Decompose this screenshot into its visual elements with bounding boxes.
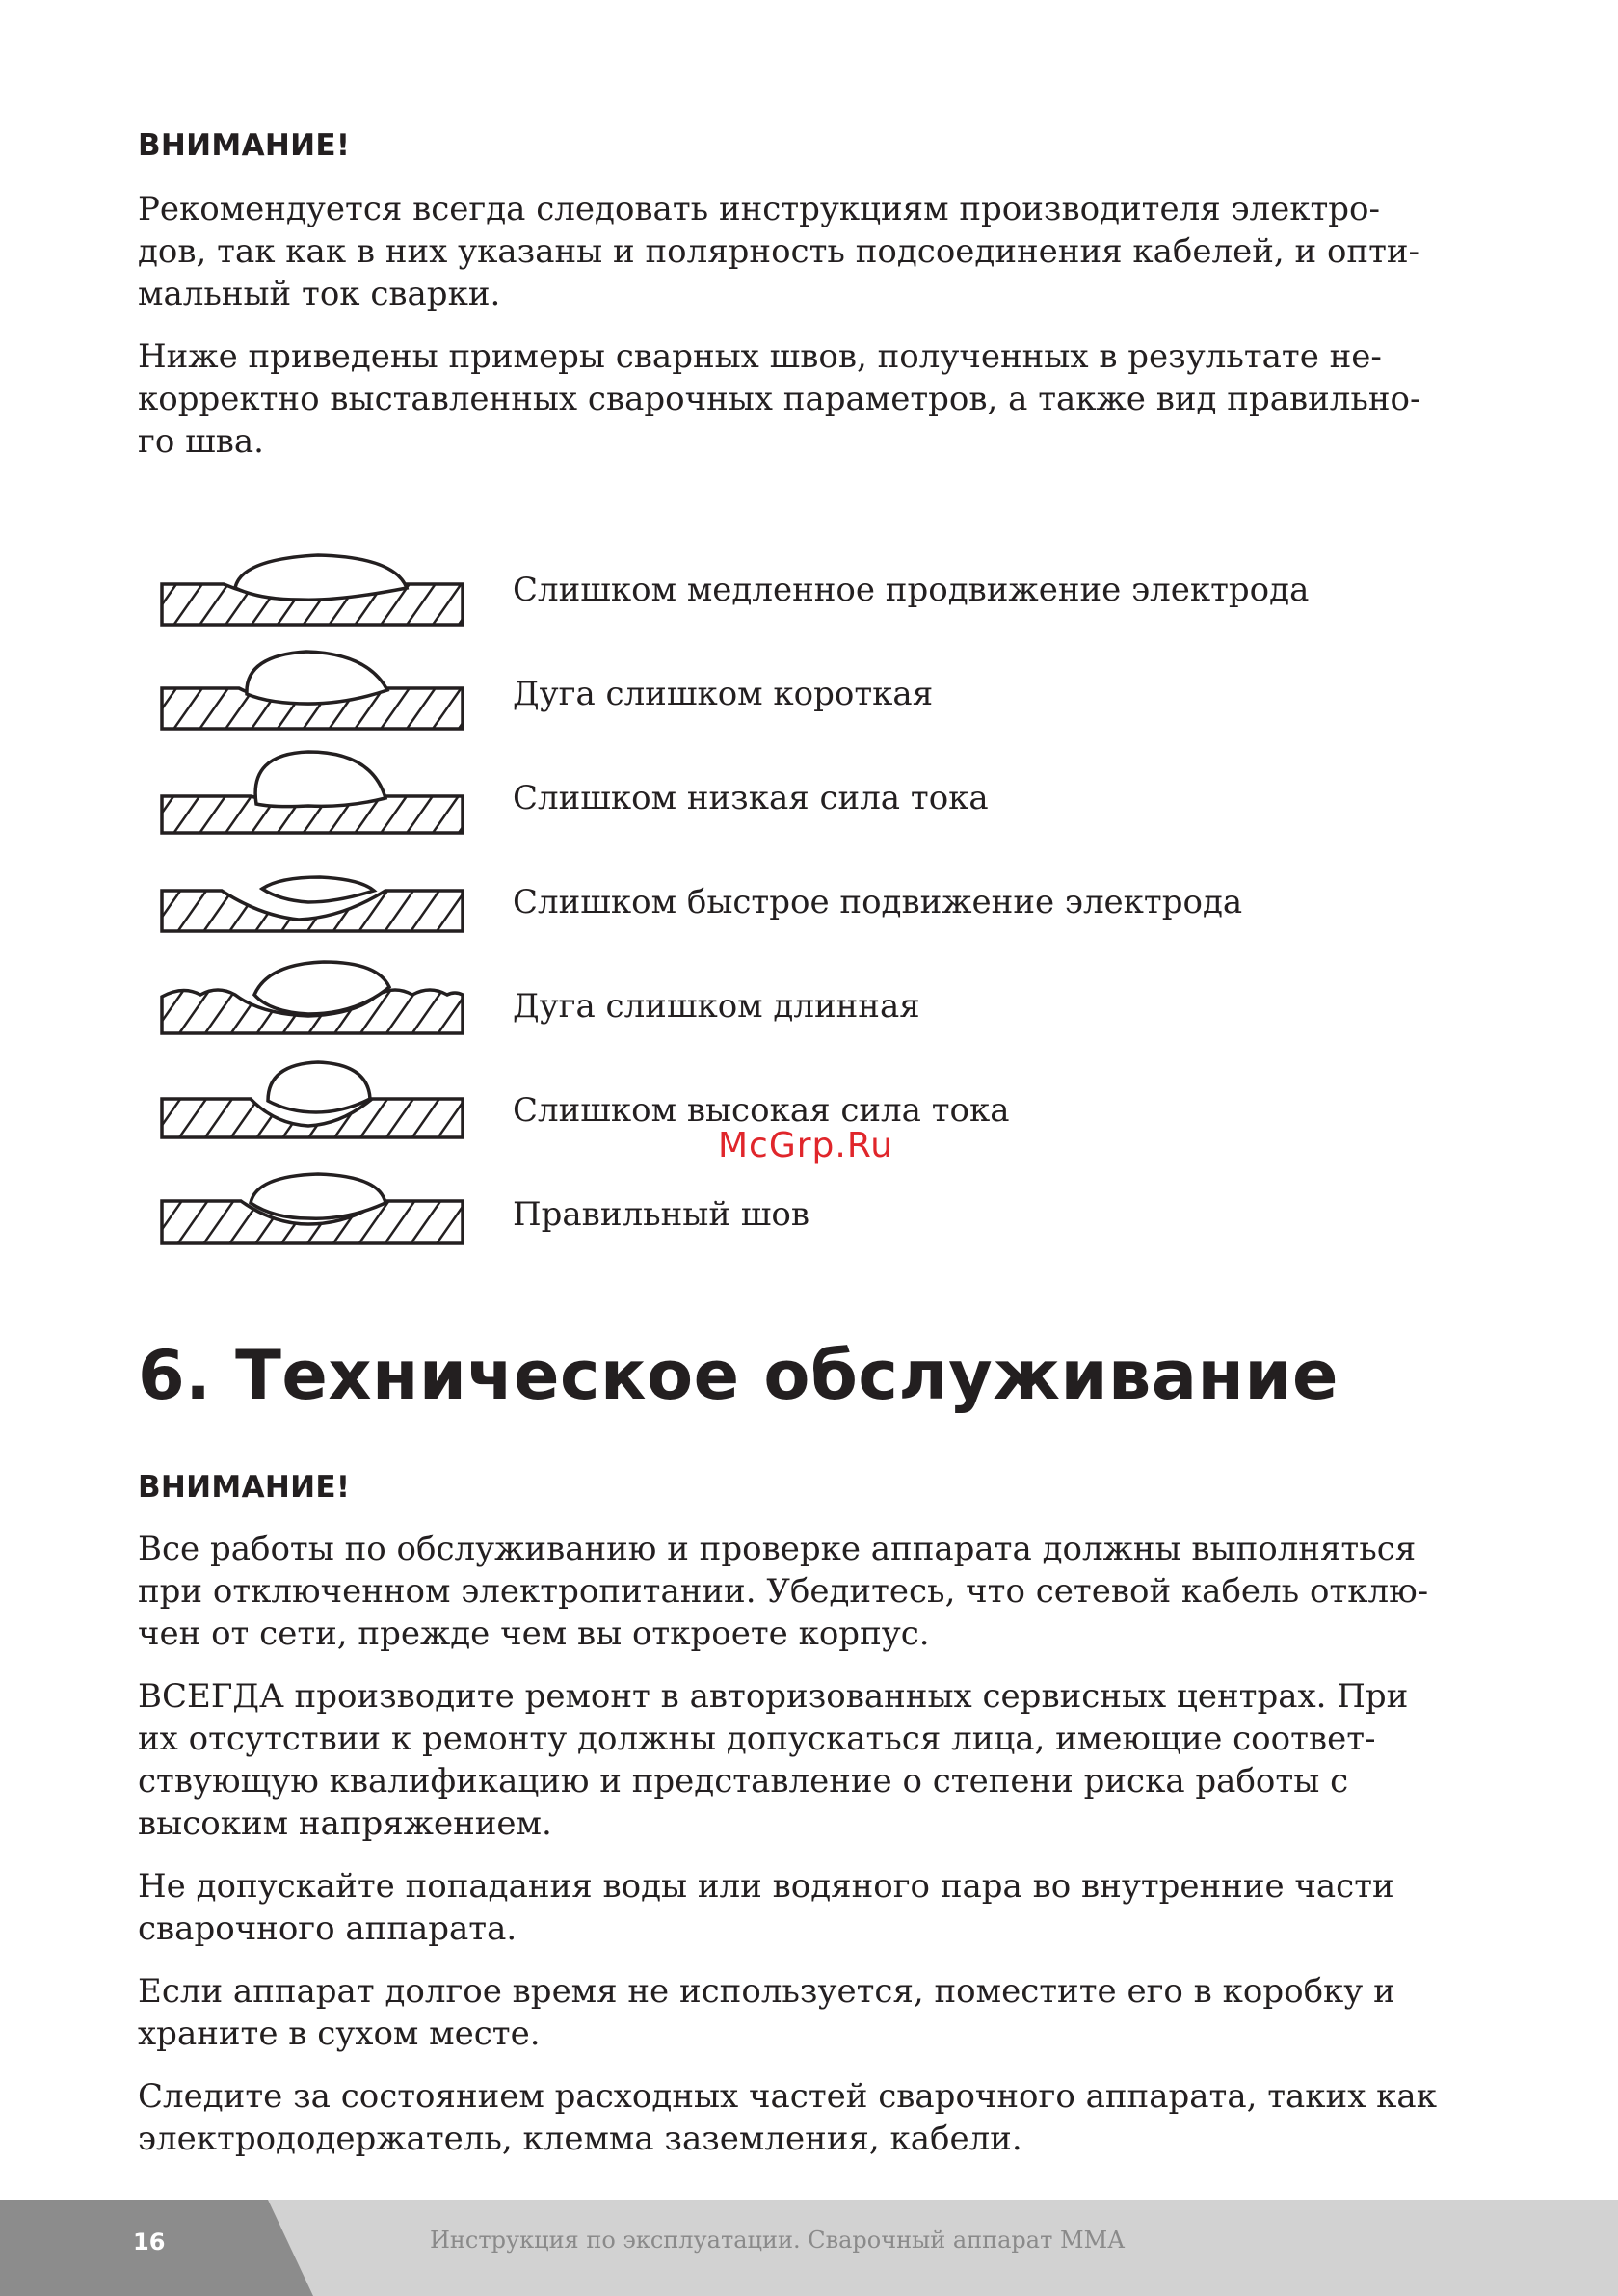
weld-example-row bbox=[154, 852, 1407, 939]
attention-heading: ВНИМАНИЕ! bbox=[138, 1470, 351, 1505]
section-title: 6. Техническое обслуживание bbox=[138, 1336, 1339, 1415]
examples-paragraph: Ниже приведены примеры сварных швов, полученных в результате не- корректно выставленных сварочных параметров, а также вид правильно- го шва. bbox=[138, 337, 1421, 461]
weld-example-row bbox=[154, 956, 1407, 1043]
weld-fast-icon bbox=[154, 852, 472, 939]
weld-example-row bbox=[154, 644, 1407, 731]
weld-slow-icon bbox=[154, 540, 472, 627]
weld-label: Слишком быстрое подвижение электрода bbox=[513, 883, 1243, 921]
weld-label: Слишком низкая сила тока bbox=[513, 779, 989, 817]
weld-example-row bbox=[154, 748, 1407, 835]
weld-label: Правильный шов bbox=[513, 1195, 810, 1234]
weld-label: Слишком медленное продвижение электрода bbox=[513, 571, 1310, 609]
weld-label: Слишком высокая сила тока bbox=[513, 1091, 1010, 1130]
weld-example-row bbox=[154, 540, 1407, 627]
footer-title: Инструкция по эксплуатации. Сварочный аппарат ММА bbox=[430, 2227, 1126, 2254]
weld-short-arc-icon bbox=[154, 644, 472, 731]
intro-paragraph: Рекомендуется всегда следовать инструкциям производителя электро- дов, так как в них указаны и полярность подсоединения кабелей, и опти- мальный ток сварки. bbox=[138, 190, 1420, 313]
maintenance-paragraph: Если аппарат долгое время не используется, поместите его в коробку и храните в сухом месте. bbox=[138, 1972, 1395, 2053]
page-footer bbox=[0, 2200, 1618, 2296]
weld-long-arc-icon bbox=[154, 956, 472, 1043]
weld-example-row bbox=[154, 1164, 1407, 1251]
maintenance-paragraph: Не допускайте попадания воды или водяного пара во внутренние части сварочного аппарата. bbox=[138, 1867, 1394, 1948]
maintenance-paragraph: Все работы по обслуживанию и проверке аппарата должны выполняться при отключенном электропитании. Убедитесь, что сетевой кабель отклю- чен от сети, прежде чем вы откроете корпус. bbox=[138, 1530, 1429, 1653]
weld-high-current-icon bbox=[154, 1060, 472, 1147]
watermark: McGrp.Ru bbox=[718, 1126, 894, 1165]
weld-low-current-icon bbox=[154, 748, 472, 835]
maintenance-paragraph: ВСЕГДА производите ремонт в авторизованных сервисных центрах. При их отсутствии к ремонту должны допускаться лица, имеющие соответ- ствующую квалификацию и представление о степени риска работы с высоким напряжением. bbox=[138, 1677, 1409, 1843]
maintenance-paragraph: Следите за состоянием расходных частей сварочного аппарата, таких как электрододержатель, клемма заземления, кабели. bbox=[138, 2077, 1437, 2158]
weld-label: Дуга слишком короткая bbox=[513, 675, 934, 713]
page-number: 16 bbox=[133, 2229, 166, 2256]
weld-label: Дуга слишком длинная bbox=[513, 987, 920, 1026]
attention-heading: ВНИМАНИЕ! bbox=[138, 128, 351, 163]
weld-correct-icon bbox=[154, 1164, 472, 1251]
